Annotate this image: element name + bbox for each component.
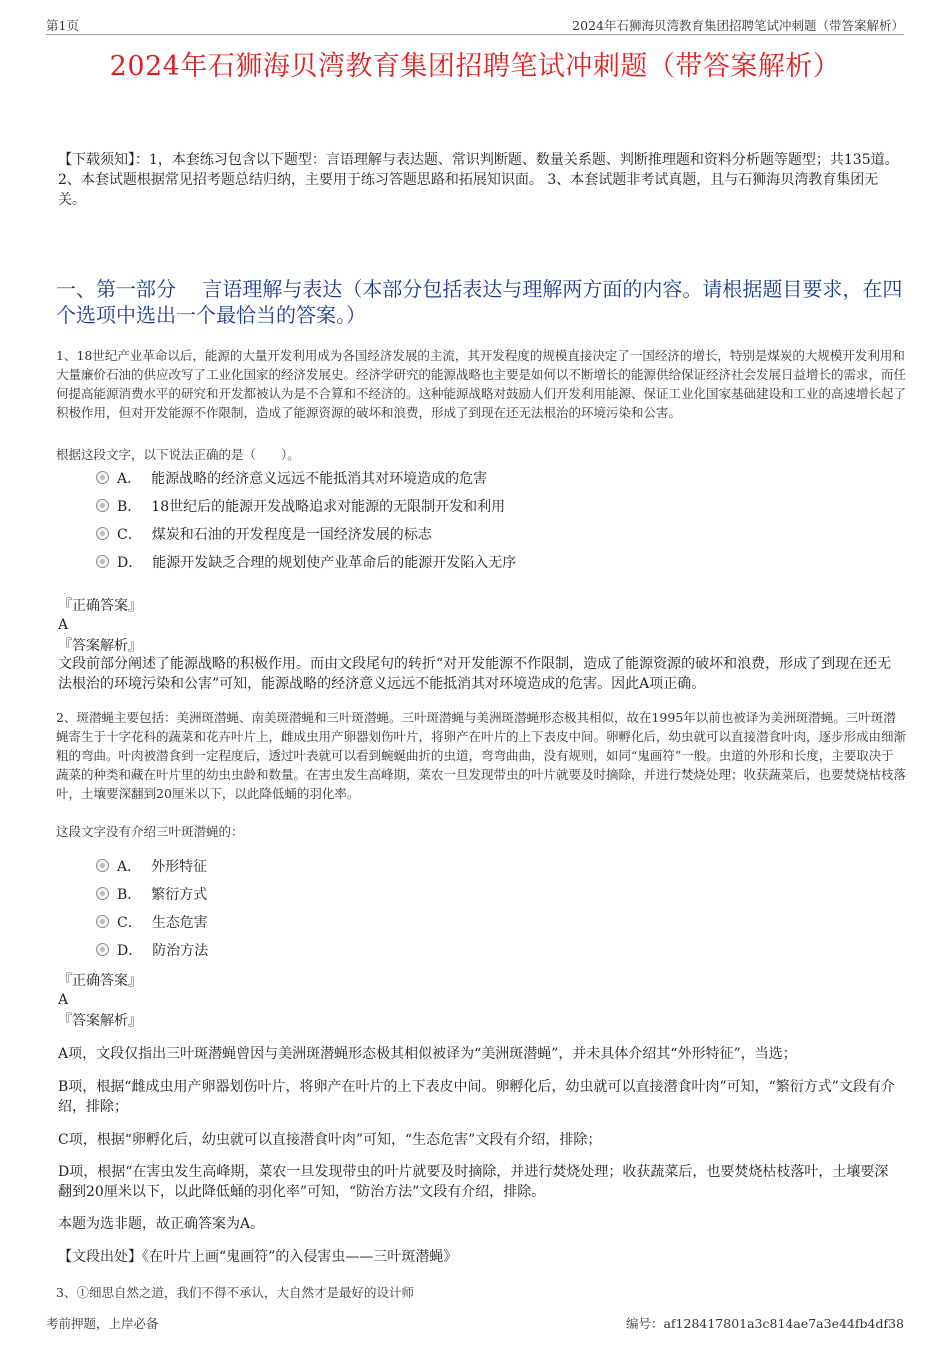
q1-passage: 1、18世纪产业革命以后，能源的大量开发利用成为各国经济发展的主流，其开发程度的规模直接决定了一国经济的增长，特别是煤炭的大规模开发利用和大量廉价石油的供应改写了工业化国家的经济发展史。经济学研究的能源战略也主要是如何以不断增长的能源供给保证经济社会发展日益增长的需求，而任何提高能源消费水平的研究和开发都被认为是不合算和不经济的。这种能源战略对鼓励人们开发利用能源、保证工业化国家基础建设和工业的高速增长起了积极作用，但对开发能源不作限制，造成了能源资源的破坏和浪费，形成了到现在还无法根治的环境污染和公害。	[56, 348, 907, 420]
page-title: 2024年石狮海贝湾教育集团招聘笔试冲刺题（带答案解析）	[109, 51, 841, 82]
q2-analysis-a: A项，文段仅指出三叶斑潜蝇曾因与美洲斑潜蝇形态极其相似被译为“美洲斑潜蝇”，并未具体介绍其“外形特征”，当选；	[58, 1046, 797, 1062]
q2-conclusion: 本题为选非题，故正确答案为A。	[58, 1216, 265, 1232]
footer-slogan: 考前押题，上岸必备	[46, 1316, 159, 1331]
q2-answer-label: 『正确答案』	[58, 973, 142, 989]
q1-analysis: 文段前部分阐述了能源战略的积极作用。而由文段尾句的转折“对开发能源不作限制，造成了能源资源的破坏和浪费，形成了到现在还无法根治的环境污染和公害”可知，能源战略的经济意义远远不能抵消其对环境造成的危害。因此A项正确。	[58, 656, 892, 692]
section-heading: 一、第一部分 言语理解与表达（本部分包括表达与理解两方面的内容。请根据题目要求，在四个选项中选出一个最恰当的答案。）	[56, 277, 903, 327]
q1-question: 根据这段文字，以下说法正确的是（ ）。	[56, 447, 300, 462]
q2-option-a[interactable]: A． 外形特征	[96, 856, 207, 878]
page-header	[46, 14, 904, 35]
page-number: 第1页	[46, 18, 79, 33]
q1-answer: A	[58, 617, 69, 633]
q2-source-label: 【文段出处】	[58, 1249, 142, 1265]
q2-source	[58, 1247, 898, 1267]
radio-icon[interactable]	[96, 887, 109, 900]
q2-option-d[interactable]: D． 防治方法	[96, 940, 208, 962]
radio-icon[interactable]	[96, 499, 109, 512]
footer-doc-id: 编号：af128417801a3c814ae7a3e44fb4df38	[625, 1316, 904, 1331]
q2-source-title: 《在叶片上画“鬼画符”的入侵害虫——三叶斑潜蝇》	[142, 1249, 458, 1265]
q1-option-b[interactable]: B． 18世纪后的能源开发战略追求对能源的无限制开发和利用	[96, 496, 505, 518]
q1-answer-label: 『正确答案』	[58, 598, 142, 614]
q2-answer: A	[58, 992, 69, 1008]
q2-analysis-label: 『答案解析』	[58, 1013, 142, 1029]
q2-passage: 2、斑潜蝇主要包括：美洲斑潜蝇、南美斑潜蝇和三叶斑潜蝇。三叶斑潜蝇与美洲斑潜蝇形态极其相似，故在1995年以前也被译为美洲斑潜蝇。三叶斑潜蝇寄生于十字花科的蔬菜和花卉叶片上，雌成虫用产卵器划伤叶片，将卵产在叶片的上下表皮中间。卵孵化后，幼虫就可以直接潜食叶肉，逐步形成由细渐粗的弯曲。叶肉被潜食到一定程度后，透过叶表就可以看到蜿蜒曲折的虫道，弯弯曲曲，没有规则，如同“鬼画符”一般。虫道的外形和长度，主要取决于蔬菜的种类和藏在叶片里的幼虫虫龄和数量。在害虫发生高峰期，菜农一旦发现带虫的叶片就要及时摘除，并进行焚烧处理；收获蔬菜后，也要焚烧枯枝落叶，土壤要深翻到20厘米以下，以此降低蛹的羽化率。	[56, 710, 907, 801]
q2-option-b[interactable]: B． 繁衍方式	[96, 884, 207, 906]
q1-option-a[interactable]: A． 能源战略的经济意义远远不能抵消其对环境造成的危害	[96, 468, 487, 490]
q1-option-d[interactable]: D． 能源开发缺乏合理的规划使产业革命后的能源开发陷入无序	[96, 552, 516, 574]
q1-analysis-label: 『答案解析』	[58, 638, 142, 654]
q2-analysis-d: D项，根据“在害虫发生高峰期，菜农一旦发现带虫的叶片就要及时摘除，并进行焚烧处理；收获蔬菜后，也要焚烧枯枝落叶，土壤要深翻到20厘米以下，以此降低蛹的羽化率”可知，“防治方法”文段有介绍，排除。	[58, 1164, 889, 1200]
header-doc-title: 2024年石狮海贝湾教育集团招聘笔试冲刺题（带答案解析）	[572, 18, 904, 33]
radio-icon[interactable]	[96, 555, 109, 568]
download-notice: 【下载须知】：1，本套练习包含以下题型：言语理解与表达题、常识判断题、数量关系题、判断推理题和资料分析题等题型；共135道。 2、本套试题根据常见招考题总结归纳，主要用于练习答题思路和拓展知识面。 3、本套试题非考试真题，且与石狮海贝湾教育集团无关。	[58, 152, 899, 208]
q2-question: 这段文字没有介绍三叶斑潜蝇的：	[56, 824, 244, 839]
q2-analysis-b: B项，根据“雌成虫用产卵器划伤叶片，将卵产在叶片的上下表皮中间。卵孵化后，幼虫就可以直接潜食叶肉”可知，“繁衍方式”文段有介绍，排除；	[58, 1079, 895, 1115]
q2-option-c[interactable]: C． 生态危害	[96, 912, 208, 934]
radio-icon[interactable]	[96, 527, 109, 540]
radio-icon[interactable]	[96, 915, 109, 928]
radio-icon[interactable]	[96, 471, 109, 484]
radio-icon[interactable]	[96, 943, 109, 956]
q3-passage: 3、①细思自然之道，我们不得不承认，大自然才是最好的设计师	[56, 1285, 414, 1300]
radio-icon[interactable]	[96, 859, 109, 872]
q2-analysis-c: C项，根据“卵孵化后，幼虫就可以直接潜食叶肉”可知，“生态危害”文段有介绍，排除；	[58, 1132, 602, 1148]
q1-option-c[interactable]: C． 煤炭和石油的开发程度是一国经济发展的标志	[96, 524, 432, 546]
